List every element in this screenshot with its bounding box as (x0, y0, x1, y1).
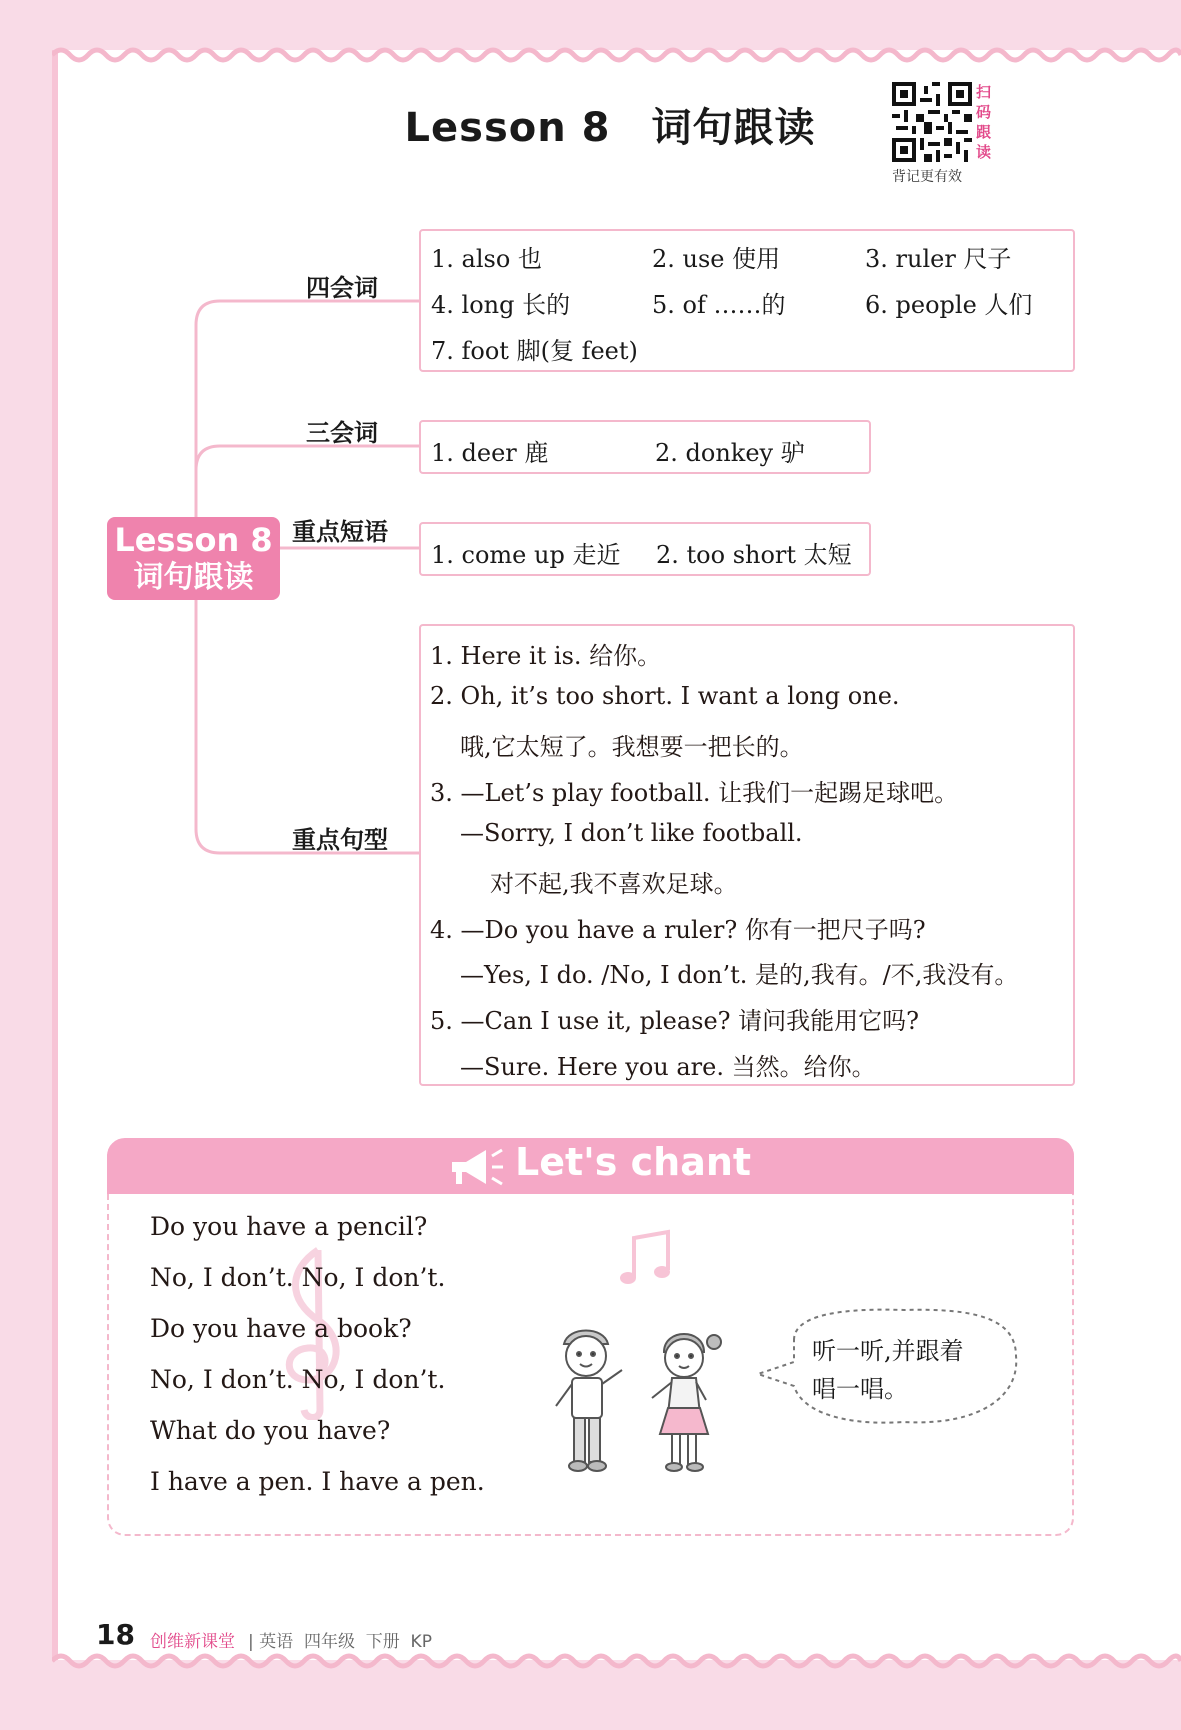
sentence-line: —Sorry, I don’t like football. (460, 819, 803, 847)
bubble-line-1: 听一听,并跟着 (812, 1337, 964, 1365)
bottom-wave-border (52, 1650, 1181, 1672)
book-info: | 英语 四年级 下册 KP (248, 1632, 432, 1652)
key-phrases-box (419, 522, 871, 576)
sentence-line: 对不起,我不喜欢足球。 (490, 870, 738, 898)
chant-line: No, I don’t. No, I don’t. (150, 1263, 446, 1292)
qr-code-icon[interactable] (892, 82, 972, 162)
word-item: 5. of ……的 (652, 291, 786, 319)
phrase-item: 1. come up 走近 (431, 541, 621, 569)
qr-caption: 背记更有效 (892, 169, 962, 185)
word-item: 2. donkey 驴 (655, 439, 805, 467)
chant-line: I have a pen. I have a pen. (150, 1467, 485, 1496)
page-title: Lesson 8 词句跟读 (404, 105, 816, 151)
four-skill-words-box (419, 229, 1075, 372)
book-brand: 创维新课堂 (150, 1632, 235, 1652)
sentence-line: 哦,它太短了。我想要一把长的。 (460, 733, 804, 761)
chant-title: Let's chant (515, 1140, 752, 1184)
chant-line: Do you have a book? (150, 1314, 412, 1343)
bubble-line-2: 唱一唱。 (812, 1375, 908, 1403)
page-number: 18 (96, 1618, 135, 1651)
word-item: 1. also 也 (431, 245, 542, 273)
sentence-line: 1. Here it is. 给你。 (430, 642, 662, 670)
word-item: 7. foot 脚(复 feet) (431, 337, 638, 365)
chant-line: No, I don’t. No, I don’t. (150, 1365, 446, 1394)
sentence-line: 3. —Let’s play football. 让我们一起踢足球吧。 (430, 779, 959, 807)
center-line-1: Lesson 8 (114, 521, 273, 559)
music-note-icon (618, 1228, 674, 1288)
sentence-line: 2. Oh, it’s too short. I want a long one. (430, 682, 900, 710)
sentence-line: 4. —Do you have a ruler? 你有一把尺子吗? (430, 916, 926, 944)
label-three-skill-words: 三会词 (306, 419, 378, 447)
chant-line: What do you have? (150, 1416, 391, 1445)
sentence-line: 5. —Can I use it, please? 请问我能用它吗? (430, 1007, 920, 1035)
speech-bubble-text (812, 1332, 964, 1408)
sentence-line: —Sure. Here you are. 当然。给你。 (460, 1053, 876, 1081)
label-key-sentences: 重点句型 (292, 826, 388, 854)
children-singing-illustration (548, 1322, 734, 1484)
center-line-2: 词句跟读 (133, 560, 254, 595)
megaphone-icon (448, 1144, 504, 1190)
word-item: 1. deer 鹿 (431, 439, 549, 467)
top-wave-border (52, 44, 1181, 66)
word-item: 4. long 长的 (431, 291, 571, 319)
word-item: 6. people 人们 (865, 291, 1033, 319)
chant-line: Do you have a pencil? (150, 1212, 428, 1241)
label-four-skill-words: 四会词 (306, 274, 378, 302)
word-item: 3. ruler 尺子 (865, 245, 1012, 273)
mindmap-center-node (107, 517, 280, 600)
three-skill-words-box (419, 420, 871, 474)
scan-label: 扫码跟读 (976, 83, 992, 161)
label-key-phrases: 重点短语 (292, 518, 388, 546)
sentence-line: —Yes, I do. /No, I don’t. 是的,我有。/不,我没有。 (460, 961, 1019, 989)
word-item: 2. use 使用 (652, 245, 781, 273)
phrase-item: 2. too short 太短 (656, 541, 852, 569)
